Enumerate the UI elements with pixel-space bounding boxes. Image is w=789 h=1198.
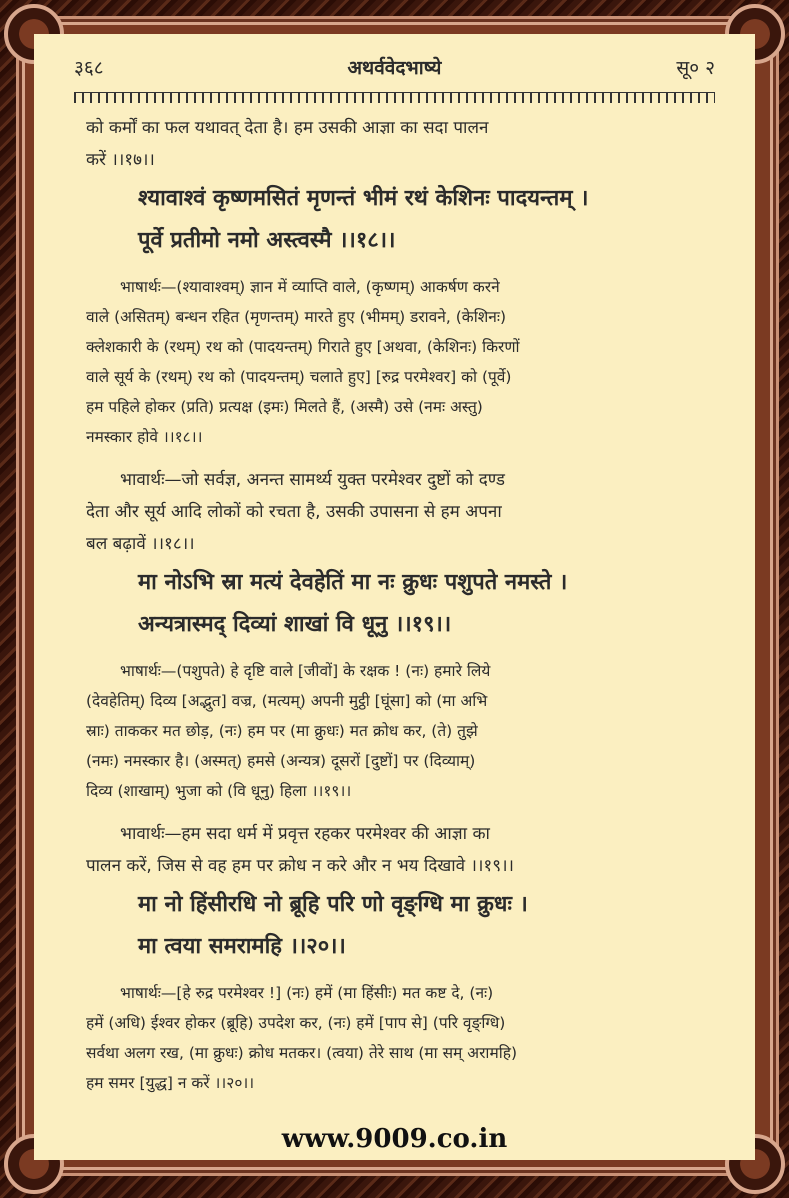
text-line: को कर्मों का फल यथावत् देता है। हम उसकी आज्ञा का सदा पालन bbox=[86, 118, 489, 138]
text-line: पालन करें, जिस से वह हम पर क्रोध न करे और न भय दिखावे ।।१९।। bbox=[86, 856, 514, 876]
page-header bbox=[74, 54, 715, 84]
translation-line: (नमः) नमस्कार है। (अस्मत्) हमसे (अन्यत्र) दूसरों [दुष्टों] पर (दिव्याम्) bbox=[86, 752, 476, 770]
translation-line: हम समर [युद्ध] न करें ।।२०।। bbox=[86, 1074, 255, 1092]
text-line: देता और सूर्य आदि लोकों को रचता है, उसकी उपासना से हम अपना bbox=[86, 502, 502, 522]
mantra-line: श्यावाश्वं कृष्णमसितं मृणन्तं भीमं रथं केशिनः पादयन्तम् । bbox=[138, 186, 589, 211]
mantra-line: मा नो हिंसीरधि नो ब्रूहि परि णो वृङ्ग्धि मा क्रुधः । bbox=[138, 892, 528, 917]
mantra-line: अन्यत्रास्मद् दिव्यां शाखां वि धूनु ।।१९।। bbox=[138, 612, 452, 637]
translation-line: क्लेशकारी के (रथम्) रथ को (पादयन्तम्) गिराते हुए [अथवा, (केशिनः) किरणों bbox=[86, 338, 520, 356]
book-title: अथर्ववेदभाष्ये bbox=[347, 57, 442, 79]
text-line: करें ।।१७।। bbox=[86, 150, 155, 170]
page-content bbox=[86, 112, 711, 1098]
text-line: भावार्थः—हम सदा धर्म में प्रवृत्त रहकर परमेश्वर की आज्ञा का bbox=[120, 824, 490, 844]
mantra-line: पूर्वे प्रतीमो नमो अस्त्वस्मै ।।१८।। bbox=[138, 228, 396, 253]
translation-line: स्राः) ताककर मत छोड़, (नः) हम पर (मा क्रुधः) मत क्रोध कर, (ते) तुझे bbox=[86, 722, 478, 740]
mantra-line: मा नोऽभि स्रा मत्यं देवहेतिं मा नः क्रुधः पशुपते नमस्ते । bbox=[138, 570, 568, 595]
translation-line: हमें (अधि) ईश्वर होकर (ब्रूहि) उपदेश कर, (नः) हमें [पाप से] (परि वृङ्ग्धि) bbox=[86, 1014, 506, 1032]
translation-line: नमस्कार होवे ।।१८।। bbox=[86, 428, 203, 446]
translation-line: भाषार्थः—(श्यावाश्वम्) ज्ञान में व्याप्ति वाले, (कृष्णम्) आकर्षण करने bbox=[120, 278, 500, 296]
mantra-line: मा त्वया समरामहि ।।२०।। bbox=[138, 934, 346, 959]
sukta-number: सू० २ bbox=[676, 57, 715, 79]
translation-line: हम पहिले होकर (प्रति) प्रत्यक्ष (इमः) मिलते हैं, (अस्मै) उसे (नमः अस्तु) bbox=[86, 398, 483, 416]
translation-line: दिव्य (शाखाम्) भुजा को (वि धूनु) हिला ।।१९।। bbox=[86, 782, 352, 800]
text-line: भावार्थः—जो सर्वज्ञ, अनन्त सामर्थ्य युक्त परमेश्वर दुष्टों को दण्ड bbox=[120, 470, 505, 490]
header-divider bbox=[74, 92, 715, 103]
footer-url: www.9009.co.in bbox=[34, 1120, 755, 1160]
page bbox=[34, 34, 755, 1160]
translation-line: सर्वथा अलग रख, (मा क्रुधः) क्रोध मतकर। (त्वया) तेरे साथ (मा सम् अरामहि) bbox=[86, 1044, 518, 1062]
translation-line: वाले सूर्य के (रथम्) रथ को (पादयन्तम्) चलाते हुए] [रुद्र परमेश्वर] को (पूर्वे) bbox=[86, 368, 512, 386]
translation-line: भाषार्थः—[हे रुद्र परमेश्वर !] (नः) हमें (मा हिंसीः) मत कष्ट दे, (नः) bbox=[120, 984, 494, 1002]
text-line: बल बढ़ावें ।।१८।। bbox=[86, 534, 195, 554]
translation-line: (देवहेतिम्) दिव्य [अद्भुत] वज्र, (मत्यम्) अपनी मुट्ठी [घूंसा] को (मा अभि bbox=[86, 692, 488, 710]
page-number: ३६८ bbox=[74, 57, 104, 79]
translation-line: भाषार्थः—(पशुपते) हे दृष्टि वाले [जीवों] के रक्षक ! (नः) हमारे लिये bbox=[120, 662, 491, 680]
translation-line: वाले (असितम्) बन्धन रहित (मृणन्तम्) मारते हुए (भीमम्) डरावने, (केशिनः) bbox=[86, 308, 507, 326]
